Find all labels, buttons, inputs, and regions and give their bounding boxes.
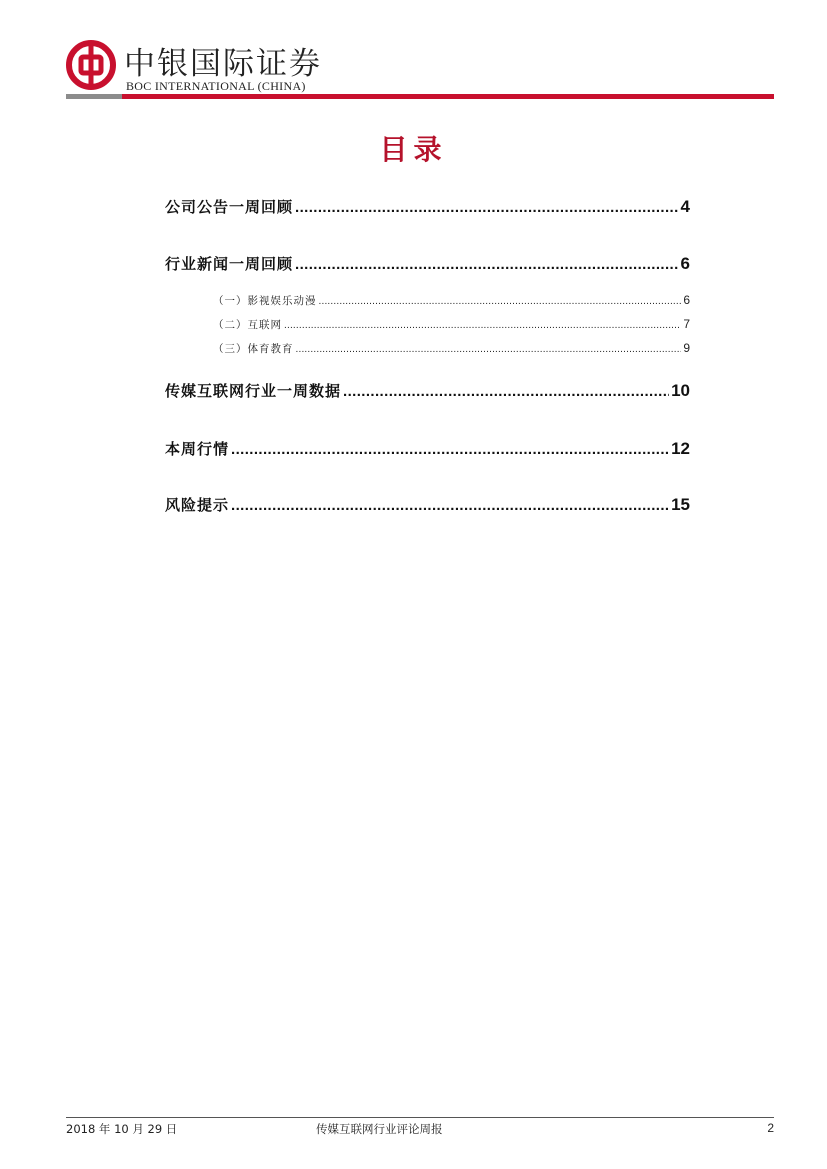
toc-subentry[interactable] [213, 341, 690, 356]
toc-leader-dots [231, 497, 669, 514]
toc-subentry-label: （一）影视娱乐动漫 [213, 295, 317, 307]
toc-subentry-page: 9 [683, 341, 690, 355]
toc-subentry[interactable] [213, 317, 690, 332]
header-divider [66, 94, 774, 99]
brand-name-cn: 中银国际证券 [124, 46, 322, 82]
page-footer [66, 1121, 774, 1139]
toc-subentry[interactable] [213, 293, 690, 308]
toc-entry-label: 风险提示 [165, 496, 230, 514]
toc-leader-dots [343, 383, 669, 400]
toc-leader-dots [284, 320, 681, 331]
report-date: 2018 年 10 月 29 日 [66, 1122, 178, 1136]
toc-entry[interactable] [165, 380, 690, 401]
page-header [66, 34, 774, 104]
toc-entry-page: 15 [671, 495, 690, 514]
toc-subentry-page: 6 [683, 293, 690, 307]
toc-subentry-label: （二）互联网 [213, 319, 282, 331]
toc-entry-page: 12 [671, 439, 690, 458]
toc-entry[interactable] [165, 494, 690, 515]
toc-leader-dots [296, 344, 682, 355]
toc-leader-dots [295, 199, 679, 216]
toc-subentry-page: 7 [683, 317, 690, 331]
brand-name-en: BOC INTERNATIONAL (CHINA) [126, 79, 306, 93]
toc-leader-dots [231, 441, 669, 458]
toc-entry-page: 6 [680, 254, 690, 273]
page-number: 2 [767, 1121, 774, 1135]
footer-divider [66, 1117, 774, 1118]
toc-entry-label: 传媒互联网行业一周数据 [165, 382, 342, 400]
toc-leader-dots [319, 296, 682, 307]
toc-subentry-label: （三）体育教育 [213, 343, 294, 355]
toc-title: 目录 [379, 133, 448, 166]
toc-entry-label: 公司公告一周回顾 [165, 198, 294, 216]
toc-entry-label: 本周行情 [165, 440, 230, 458]
report-title: 传媒互联网行业评论周报 [316, 1122, 443, 1136]
toc-entry[interactable] [165, 438, 690, 459]
toc-entry-label: 行业新闻一周回顾 [165, 255, 294, 273]
toc-entry-page: 10 [671, 381, 690, 400]
boc-logo-icon [66, 40, 116, 90]
toc-leader-dots [295, 256, 679, 273]
toc-entry[interactable] [165, 253, 690, 274]
header-divider-accent [66, 94, 122, 99]
toc-entry[interactable] [165, 196, 690, 217]
toc-entry-page: 4 [680, 197, 690, 216]
